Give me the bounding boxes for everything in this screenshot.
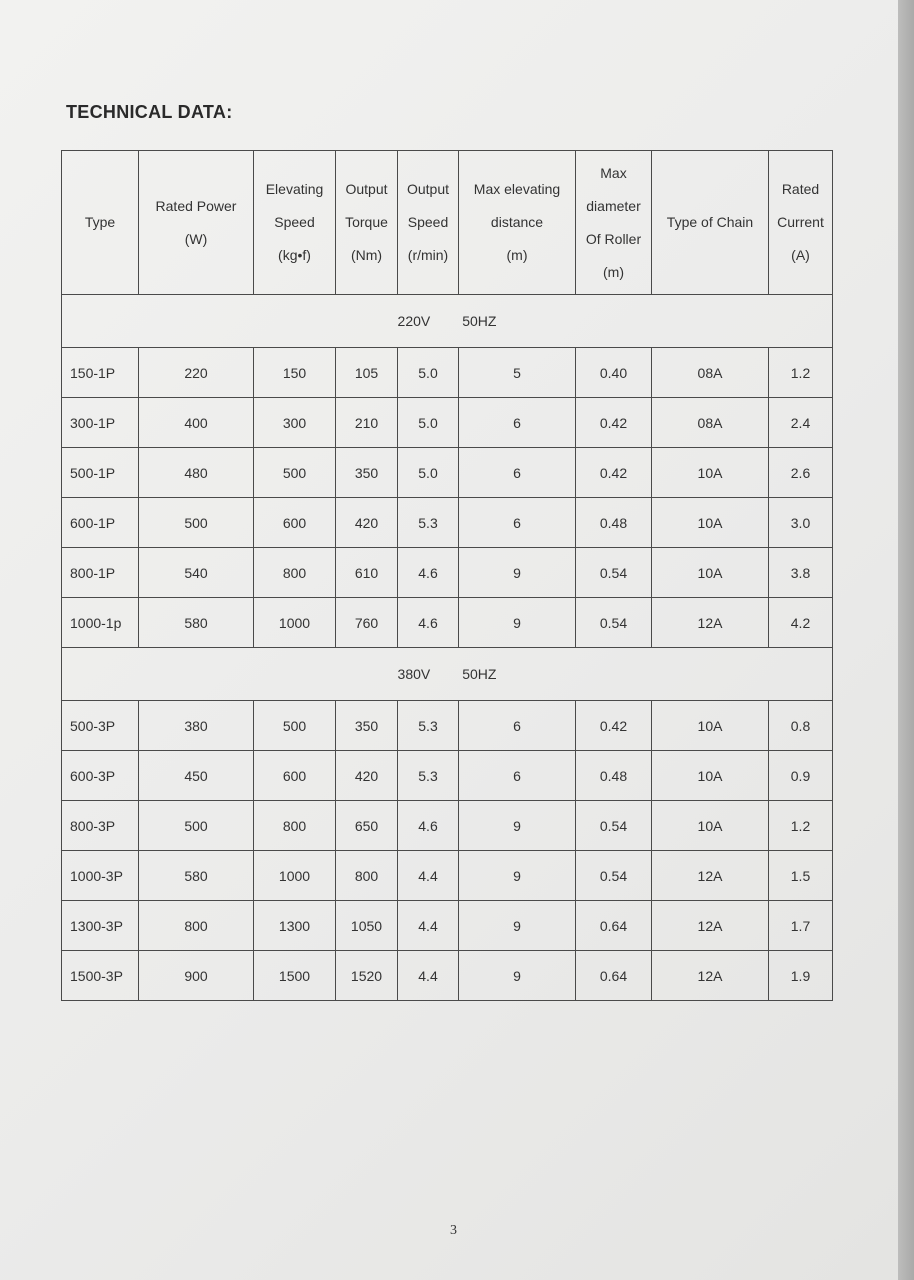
table-cell: 800 [254, 548, 336, 598]
column-header-line: Elevating [265, 181, 324, 197]
table-cell: 0.64 [576, 951, 652, 1001]
table-cell: 580 [139, 851, 254, 901]
column-header-line: (m) [603, 263, 624, 280]
table-cell: 1000 [254, 598, 336, 648]
table-cell: 0.54 [576, 801, 652, 851]
table-cell: 0.42 [576, 448, 652, 498]
table-cell: 10A [652, 701, 769, 751]
section-label [62, 648, 833, 701]
table-cell: 900 [139, 951, 254, 1001]
table-cell: 0.48 [576, 751, 652, 801]
table-cell: 9 [459, 598, 576, 648]
table-cell: 1500 [254, 951, 336, 1001]
table-cell: 12A [652, 598, 769, 648]
table-cell: 4.4 [398, 951, 459, 1001]
table-cell: 760 [336, 598, 398, 648]
table-cell: 5.3 [398, 701, 459, 751]
table-row [62, 398, 833, 448]
table-cell: 12A [652, 851, 769, 901]
table-cell: 4.4 [398, 901, 459, 951]
table-cell: 6 [459, 701, 576, 751]
table-cell: 6 [459, 398, 576, 448]
section-row [62, 648, 833, 701]
table-cell: 650 [336, 801, 398, 851]
table-cell: 350 [336, 448, 398, 498]
table-cell: 9 [459, 851, 576, 901]
table-row [62, 448, 833, 498]
table-cell: 4.6 [398, 598, 459, 648]
column-header-line: Output [345, 181, 388, 197]
table-cell: 08A [652, 348, 769, 398]
type-cell: 800-1P [62, 548, 139, 598]
table-cell: 12A [652, 901, 769, 951]
table-cell: 450 [139, 751, 254, 801]
table-cell: 10A [652, 548, 769, 598]
column-header [769, 151, 833, 295]
column-header-line: (m) [506, 247, 528, 263]
table-cell: 08A [652, 398, 769, 448]
table-cell: 600 [254, 498, 336, 548]
table-cell: 0.40 [576, 348, 652, 398]
column-header-line: Max elevating [473, 181, 561, 197]
table-cell: 540 [139, 548, 254, 598]
table-cell: 600 [254, 751, 336, 801]
table-cell: 0.54 [576, 851, 652, 901]
column-header-line: distance [490, 214, 544, 230]
section-label [62, 295, 833, 348]
table-cell: 800 [336, 851, 398, 901]
table-cell: 2.4 [769, 398, 833, 448]
section-frequency: 50HZ [462, 313, 497, 329]
table-row [62, 801, 833, 851]
table-cell: 400 [139, 398, 254, 448]
table-cell: 1.9 [769, 951, 833, 1001]
table-cell: 10A [652, 448, 769, 498]
table-cell: 800 [139, 901, 254, 951]
table-cell: 5.0 [398, 348, 459, 398]
column-header [139, 151, 254, 295]
column-header-line: diameter [586, 197, 641, 214]
table-cell: 10A [652, 498, 769, 548]
type-cell: 600-3P [62, 751, 139, 801]
type-cell: 800-3P [62, 801, 139, 851]
column-header-line: Type of Chain [666, 214, 754, 230]
column-header [652, 151, 769, 295]
table-cell: 350 [336, 701, 398, 751]
column-header-line: (A) [791, 247, 810, 263]
table-cell: 500 [139, 801, 254, 851]
table-cell: 1000 [254, 851, 336, 901]
table-cell: 105 [336, 348, 398, 398]
table-row [62, 701, 833, 751]
column-header [398, 151, 459, 295]
column-header [62, 151, 139, 295]
table-header-row [62, 151, 833, 295]
column-header [576, 151, 652, 295]
table-cell: 220 [139, 348, 254, 398]
table-cell: 3.8 [769, 548, 833, 598]
table-body [62, 295, 833, 1001]
table-row [62, 901, 833, 951]
table-cell: 6 [459, 498, 576, 548]
table-cell: 500 [254, 701, 336, 751]
table-cell: 5.3 [398, 498, 459, 548]
page-heading: TECHNICAL DATA: [66, 102, 233, 122]
table-cell: 3.0 [769, 498, 833, 548]
table-row [62, 548, 833, 598]
table-cell: 420 [336, 751, 398, 801]
type-cell: 1000-1p [62, 598, 139, 648]
technical-data-table [61, 150, 833, 1001]
table-cell: 10A [652, 751, 769, 801]
column-header-line: Speed [407, 214, 449, 230]
table-cell: 500 [254, 448, 336, 498]
table-row [62, 598, 833, 648]
table-cell: 0.54 [576, 548, 652, 598]
type-cell: 600-1P [62, 498, 139, 548]
table-cell: 10A [652, 801, 769, 851]
column-header-line: (r/min) [407, 247, 449, 263]
section-voltage: 220V [397, 313, 431, 329]
table-cell: 300 [254, 398, 336, 448]
table-cell: 380 [139, 701, 254, 751]
column-header-line: Max [600, 164, 627, 181]
page-number: 3 [450, 1223, 457, 1238]
type-cell: 300-1P [62, 398, 139, 448]
table-cell: 4.6 [398, 548, 459, 598]
column-header-line: Current [777, 214, 824, 230]
column-header-line: Torque [345, 214, 388, 230]
table-cell: 9 [459, 801, 576, 851]
table-cell: 580 [139, 598, 254, 648]
table-cell: 9 [459, 951, 576, 1001]
page-edge-shadow [898, 0, 914, 1280]
table-row [62, 348, 833, 398]
type-cell: 500-1P [62, 448, 139, 498]
table-cell: 1.5 [769, 851, 833, 901]
table-cell: 5 [459, 348, 576, 398]
column-header [336, 151, 398, 295]
type-cell: 1300-3P [62, 901, 139, 951]
table-row [62, 498, 833, 548]
table-cell: 210 [336, 398, 398, 448]
table-cell: 500 [139, 498, 254, 548]
table-cell: 420 [336, 498, 398, 548]
table-cell: 6 [459, 448, 576, 498]
type-cell: 1500-3P [62, 951, 139, 1001]
table-cell: 480 [139, 448, 254, 498]
table-cell: 9 [459, 548, 576, 598]
column-header-line: (Nm) [350, 247, 383, 263]
table-cell: 800 [254, 801, 336, 851]
table-cell: 0.8 [769, 701, 833, 751]
table-cell: 1.7 [769, 901, 833, 951]
table-cell: 4.2 [769, 598, 833, 648]
column-header [459, 151, 576, 295]
column-header-line: Rated Power [155, 197, 237, 214]
table-cell: 610 [336, 548, 398, 598]
type-cell: 1000-3P [62, 851, 139, 901]
table-cell: 0.42 [576, 701, 652, 751]
table-cell: 0.64 [576, 901, 652, 951]
table-cell: 6 [459, 751, 576, 801]
column-header-line: (W) [184, 230, 208, 247]
section-voltage: 380V [397, 666, 431, 682]
table-cell: 150 [254, 348, 336, 398]
column-header [254, 151, 336, 295]
table-cell: 1.2 [769, 801, 833, 851]
section-frequency: 50HZ [462, 666, 497, 682]
column-header-line: Of Roller [585, 230, 642, 247]
table-cell: 5.0 [398, 448, 459, 498]
table-cell: 1050 [336, 901, 398, 951]
table-cell: 4.4 [398, 851, 459, 901]
table-cell: 5.0 [398, 398, 459, 448]
type-cell: 150-1P [62, 348, 139, 398]
type-cell: 500-3P [62, 701, 139, 751]
table-cell: 0.54 [576, 598, 652, 648]
column-header-line: Rated [781, 181, 820, 197]
table-cell: 4.6 [398, 801, 459, 851]
section-row [62, 295, 833, 348]
table-cell: 0.48 [576, 498, 652, 548]
column-header-line: Output [406, 181, 450, 197]
column-header-line: (kg•f) [278, 247, 311, 263]
table-row [62, 951, 833, 1001]
column-header-line: Type [84, 214, 116, 230]
table-cell: 0.42 [576, 398, 652, 448]
table-cell: 12A [652, 951, 769, 1001]
column-header-line: Speed [274, 214, 315, 230]
table-cell: 1.2 [769, 348, 833, 398]
table-cell: 2.6 [769, 448, 833, 498]
table-row [62, 751, 833, 801]
table-cell: 1300 [254, 901, 336, 951]
table-cell: 9 [459, 901, 576, 951]
table-row [62, 851, 833, 901]
table-cell: 1520 [336, 951, 398, 1001]
table-cell: 0.9 [769, 751, 833, 801]
table-cell: 5.3 [398, 751, 459, 801]
